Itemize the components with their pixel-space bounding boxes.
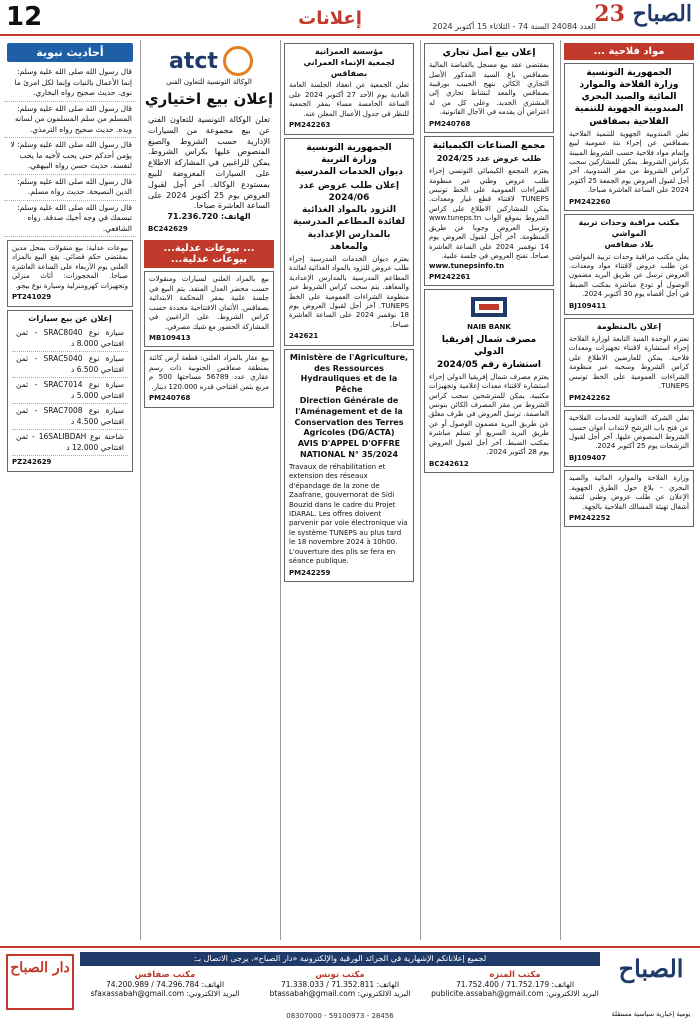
ad-agriculture-sfax: [564, 63, 694, 211]
hadith-item: قال رسول الله صلى الله عليه وسلم: لا يؤمن أحدكم حتى يحب لأخيه ما يحب لنفسه. حديث حسن رواه البيهقي.: [4, 138, 136, 175]
ad-ref: 242621: [289, 332, 319, 341]
ad-ref: PM242252: [569, 514, 611, 523]
office-tunis: [255, 970, 425, 998]
ad-ministry-roads: [564, 470, 694, 527]
ad-body: تعلن الجمعية عن انعقاد الجلسة العامة العادية يوم الأحد 27 أكتوبر 2024 على الساعة الخامسة مساء بمقر الجمعية للنظر في جدول الأعمال المعلن عنه.: [289, 81, 409, 118]
office-phone: الهاتف: 74.296.784 / 74.200.989: [105, 980, 225, 989]
bank-logo-icon: [469, 295, 509, 319]
atct-logo-word: atct: [168, 48, 218, 74]
ad-contact: الهاتف: 71.236.720: [167, 212, 251, 222]
list-item: سيارة نوع SRAC7008 - ثمن افتتاحي 4.500 د: [12, 404, 128, 430]
ad-judicial-movables: [7, 240, 133, 307]
office-email[interactable]: البريد الالكتروني: publicite.assabah@gmail.com: [431, 989, 599, 998]
ad-ref: PM242263: [289, 121, 331, 130]
office-phone: الهاتف: 71.352.811 / 71.338.033: [280, 980, 400, 989]
footer-banner: لجميع إعلاناتكم الإشهارية في الجرائد الورقية والإلكترونية «دار الصباح»، يرجى الاتصال بـ:: [80, 952, 600, 966]
ad-school-services: [284, 138, 414, 346]
ad-title: إعلان بيع أصل تجاري: [442, 48, 536, 58]
ad-title: إعلان عن بيع سيارات: [28, 313, 112, 323]
ad-website: www.tunepsinfo.tn: [429, 261, 505, 270]
sale-title: إعلان بيع اختياري: [144, 90, 274, 108]
footer-tagline: يومية إخبارية سياسية مستقلة: [611, 1010, 691, 1018]
ad-naib-bank: [424, 289, 554, 473]
hadith-item: قال رسول الله صلى الله عليه وسلم: الدين النصيحة. حديث رواه مسلم.: [4, 175, 136, 201]
office-sfax: [80, 970, 250, 998]
ad-property-sale: [144, 350, 274, 407]
ad-body: تعتزم الوحدة الفنية التابعة لوزارة الفلاحة إجراء استشارة لاقتناء تجهيزات ومعدات فلاحية. يمكن للعارضين الاطلاع على كراس الشروط وسحبه عبر منظومة الشراءات العمومية على الخط تونبس TUNEPS.: [569, 335, 689, 391]
footer-logo-right: الصباح: [618, 954, 684, 983]
ad-body: بيوعات عدلية: بيع منقولات بمحل مدين بمقتضى حكم قضائي. يقع البيع بالمزاد العلني يوم الأربعاء على الساعة العاشرة صباحا. المحجوزات: أثاث منزلي وتجهيزات كهرومنزلية وسيارة نوع بيجو.: [12, 244, 128, 290]
ad-body: Travaux de réhabilitation et extension des réseaux d'épandage de la zone de Zaafrane, gouvernorat de Sidi Bouzid dans le cadre du Projet IDARAL. Les offres doivent parvenir par voie électronique via le système TUNEPS au plus tard le 18 novembre 2024 à 10h00. L'ouverture des plis se fera en séance publique.: [289, 462, 408, 566]
footer: [0, 946, 700, 1026]
ad-body: وزارة الفلاحة والموارد المائية والصيد البحري - بلاغ حول الطرق الجهوية. الإعلان عن طلب عروض وطني لتنفيذ أشغال تهيئة المسالك الفلاحية بالجهة.: [569, 474, 689, 511]
atct-logo: [141, 46, 277, 76]
masthead: [0, 0, 700, 36]
bank-logo: [429, 295, 549, 332]
office-phone: الهاتف: 71.752.179 / 71.752.400: [455, 980, 575, 989]
bank-head: NAIB BANK: [467, 322, 511, 331]
brand-name: الصباح: [632, 1, 692, 27]
list-item: سيارة نوع SRAC5040 - ثمن افتتاحي 6.500 د: [12, 352, 128, 378]
ad-title: مصرف شمال إفريقيا الدولي استشارة رقم 2024/05: [437, 335, 541, 370]
ad-ref: MB109413: [149, 334, 191, 343]
section-title: إعلانات: [298, 8, 362, 29]
office-email[interactable]: البريد الالكتروني: btassabah@gmail.com: [269, 989, 411, 998]
ad-title: الجمهورية التونسية وزارة الفلاحة والموارد المائية والصيد البحري المندوبية الجهوية للتنمية الفلاحية بصفاقس: [574, 68, 684, 127]
ad-cooperative-recruitment: [564, 410, 694, 467]
office-name: مكتب صفاقس: [134, 970, 196, 980]
footer-logo-left: دار الصباح: [6, 954, 74, 1010]
ad-title: إعلان بالمنظومة: [596, 322, 662, 332]
hadith-item: قال رسول الله صلى الله عليه وسلم: إنما الأعمال بالنيات وإنما لكل امرئ ما نوى. حديث صحيح رواه البخاري.: [4, 65, 136, 102]
brand-number: 23: [594, 1, 625, 27]
ad-title: الجمهورية التونسية وزارة التربية ديوان الخدمات المدرسية: [295, 142, 403, 177]
ad-ref: BC242612: [429, 459, 469, 468]
ad-ref: PM240768: [429, 119, 471, 128]
ad-business-sale: [424, 43, 554, 133]
ad-tuneps-consultation: [564, 318, 694, 407]
ad-body: بيع عقار بالمزاد العلني: قطعة أرض كائنة بمنطقة صفاقس الجنوبية ذات رسم عقاري عدد 56789 مساحتها 500 م مربع بثمن افتتاحي قدره 120.000 دينار.: [149, 354, 269, 391]
ad-body: تعلن الشركة التعاونية للخدمات الفلاحية عن فتح باب الترشح لانتداب أعوان حسب الشروط المنصوص عليها. آخر أجل لقبول الترشحات يوم 25 أكتوبر 2024.: [569, 414, 689, 451]
column-4: [140, 40, 277, 940]
ad-body: يعتزم مصرف شمال إفريقيا الدولي إجراء استشارة لاقتناء معدات إعلامية وتجهيزات مكتبية. يمكن للمترشحين سحب كراس الشروط من مقر المصرف الكائن بتونس العاصمة. ترسل العروض في ظرف مغلق عن طريق البريد مضمون الوصول أو عن طريق البريد السريع أو تسلم مباشرة بمكتب الضبط. آخر أجل لقبول العروض يوم 28 أكتوبر 2024.: [429, 372, 549, 457]
ad-body: يعتزم ديوان الخدمات المدرسية إجراء طلب عروض للتزود بالمواد الغذائية لفائدة المطاعم المدرسية بالمدارس الإعدادية والمعاهد. يتم سحب كراس الشروط عبر منظومة الشراءات العمومية على الخط TUNEPS. آخر أجل لقبول العروض يوم 18 نوفمبر 2024 على الساعة العاشرة صباحا.: [289, 254, 410, 329]
hadith-item: قال رسول الله صلى الله عليه وسلم: المسلم من سلم المسلمون من لسانه ويده. حديث صحيح رواه الترمذي.: [4, 102, 136, 139]
list-item: شاحنة نوع 16SALIBDAH - ثمن افتتاحي 12.000 د: [12, 430, 128, 456]
ad-body: يعلن مكتب مراقبة وحدات تربية المواشي عن طلب عروض لاقتناء مواد ومعدات. العروض ترسل عن طريق البريد مضمون الوصول أو تودع مباشرة بمكتب الضبط في أجل أقصاه يوم 30 أكتوبر 2024.: [569, 252, 689, 299]
office-menzah: [430, 970, 600, 998]
column-2: [420, 40, 557, 940]
list-item: سيارة نوع SRAC7014 - ثمن افتتاحي 5.000 د: [12, 378, 128, 404]
issue-info: العدد 24084 السنة 74 - الثلاثاء 15 أكتوبر 2024: [432, 22, 596, 31]
column-1: [560, 40, 697, 940]
brand-logo: [590, 1, 692, 27]
ad-ref: PM240768: [149, 394, 191, 403]
hadith-list: [4, 65, 136, 237]
ad-subtitle: إعلان طلب عروض عدد 2024/06 التزود بالمواد الغذائية لفائدة المطاعم المدرسية بالمدارس الإعدادية والمعاهد: [292, 181, 406, 252]
ad-ref: BJ109411: [569, 301, 607, 310]
list-item: سيارة نوع SRAC8040 - ثمن افتتاحي 8.000 د: [12, 326, 128, 352]
ad-ref: PZ242629: [12, 458, 52, 467]
ad-title: مؤسسة العمرانية لجمعية الإنماء العمراني بصفاقس: [303, 47, 395, 78]
ad-ref: PM242260: [569, 197, 611, 206]
ad-body: بيع بالمزاد العلني لسيارات ومنقولات حسب محضر العدل المنفذ. يتم البيع في جلسة علنية بمقر المحكمة الابتدائية بصفاقس. الأثمان الافتتاحية محددة حسب كراس الشروط. على الراغبين في المشاركة الحضور مع شيك مصرفي.: [149, 275, 269, 331]
ad-ref: BC242629: [148, 224, 188, 233]
ad-title: مكتب مراقبة وحدات تربية المواشي بلاد صفاقس: [578, 218, 680, 249]
ad-title: مجمع الصناعات الكيميائية: [432, 141, 546, 152]
office-email[interactable]: البريد الالكتروني: sfaxassabah@gmail.com: [90, 989, 240, 998]
ad-french-ministry: [284, 349, 414, 582]
office-name: مكتب المنزه: [489, 970, 541, 980]
judicial-sales-header: ... بيوعات عدلية... بيوعات عدلية...: [144, 240, 274, 268]
column-3: [280, 40, 417, 940]
ad-title: Ministère de l'Agriculture, des Ressources Hydrauliques et de la Pêche Direction Générale de l'Aménagement et de la Conservation des Terres Agricoles (DG/ACTA) AVIS D'APPEL D'OFFRE NATIONAL N° 35/2024: [289, 352, 409, 459]
footer-phones: 08307000 - 59100973 - 28456: [286, 1012, 394, 1020]
column-5: [4, 40, 136, 940]
atct-caption: الوكالة التونسية للتعاون الفني: [166, 78, 252, 86]
ad-vehicle-list: [7, 310, 133, 472]
ad-ref: PM242259: [289, 568, 331, 577]
office-name: مكتب تونس: [315, 970, 365, 980]
ad-body: بمقتضى عقد بيع مسجل بالقباضة المالية بصفاقس باع السيد المذكور الأصل التجاري الكائن بنهج الحبيب بورقيبة بصفاقس والمعد لنشاط تجاري إلى المشتري الجديد. وعلى كل من له اعتراض أن يقدمه في الآجال القانونية.: [429, 61, 549, 117]
ad-subtitle: طلب عروض عدد 2024/25: [436, 154, 542, 164]
ad-ref: PT241029: [12, 293, 52, 302]
ad-livestock-office: [564, 214, 694, 315]
col1-header: مواد فلاحية ...: [564, 43, 694, 60]
page-number: 12: [6, 2, 43, 32]
ad-ref: BJ109407: [569, 453, 607, 462]
hadith-header: أحاديث نبوية: [7, 43, 133, 62]
ad-ref: PM242262: [569, 393, 611, 402]
ad-body: تعلن الوكالة التونسية للتعاون الفني عن بيع مجموعة من السيارات الإدارية حسب الشروط والصيغ المنصوص عليها بكراس الشروط. يمكن للراغبين في المشاركة الاطلاع على السيارات المعروضة للبيع بمستودع الوكالة. آخر أجل لقبول العروض يوم 25 أكتوبر 2024 على الساعة العاشرة صباحا.: [148, 115, 270, 211]
ad-ref: PM242261: [429, 272, 471, 281]
ad-chemical-group: [424, 136, 554, 286]
ad-body: تعلن المندوبية الجهوية للتنمية الفلاحية بصفاقس عن إجراء بتة عمومية لبيع وإتمام مواد فلاحية حسب الشروط المبينة بكراس الشروط. يمكن للمشاركين سحب كراس الشروط من مقر المندوبية. آخر أجل لقبول العروض يوم الجمعة 25 أكتوبر 2024 على الساعة العاشرة صباحا.: [569, 129, 689, 195]
hadith-item: قال رسول الله صلى الله عليه وسلم: تبسمك في وجه أخيك صدقة. رواه الشافعي.: [4, 201, 136, 238]
ad-body: يعتزم المجمع الكيميائي التونسي إجراء طلب عروض وطني عبر منظومة الشراءات العمومية على الخط تونبس TUNEPS لاقتناء قطع غيار ومعدات. يمكن للمشاركين الاطلاع على كراس الشروط بموقع الواب www.tuneps.tn وترسل العروض وجوبا عن طريق المنظومة. آخر أجل لقبول العروض يوم 14 نوفمبر 2024 على الساعة العاشرة صباحا. تفتح العروض في جلسة علنية.: [429, 167, 550, 261]
atct-logo-icon: [223, 46, 253, 76]
ad-urban-association: [284, 43, 414, 135]
ad-judicial-sale: [144, 271, 274, 347]
ad-atct-sale: [144, 112, 274, 237]
